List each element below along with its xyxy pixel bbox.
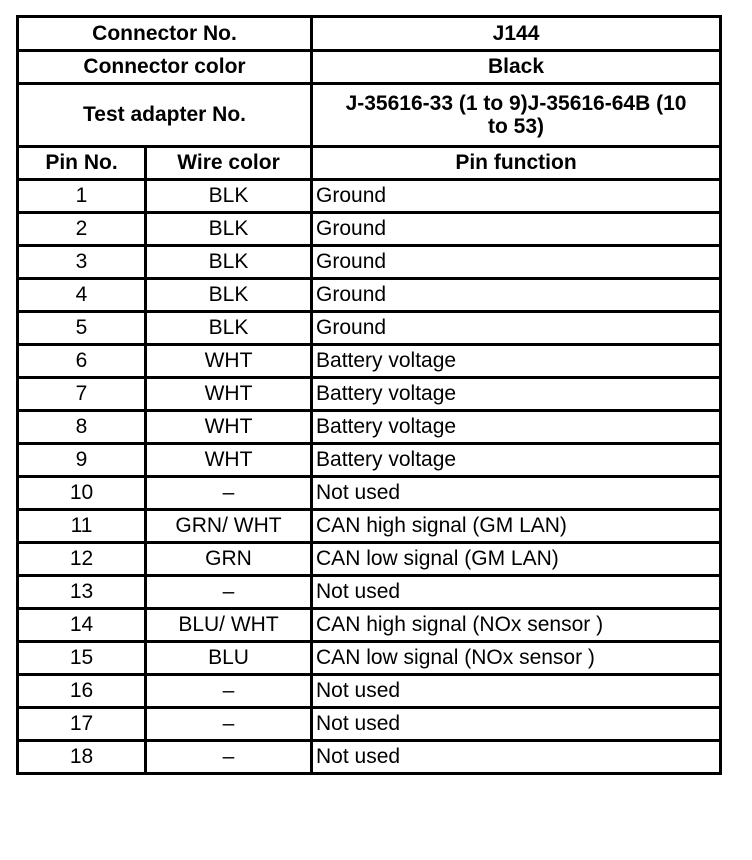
wire-color-cell: BLK xyxy=(146,246,312,279)
pin-function-cell: Not used xyxy=(312,708,721,741)
pin-number-cell: 8 xyxy=(18,411,146,444)
table-row xyxy=(18,708,721,741)
pin-function-cell: Not used xyxy=(312,675,721,708)
wire-color-cell: – xyxy=(146,576,312,609)
pin-number-cell: 15 xyxy=(18,642,146,675)
column-header-row xyxy=(18,147,721,180)
table-row xyxy=(18,411,721,444)
wire-color-cell: BLU/ WHT xyxy=(146,609,312,642)
pin-number-cell: 2 xyxy=(18,213,146,246)
connector-color-label: Connector color xyxy=(18,51,312,84)
pin-function-cell: Ground xyxy=(312,279,721,312)
wire-color-cell: WHT xyxy=(146,345,312,378)
pin-function-cell: CAN low signal (NOx sensor ) xyxy=(312,642,721,675)
table-row xyxy=(18,510,721,543)
column-header-wire-color: Wire color xyxy=(146,147,312,180)
pin-number-cell: 17 xyxy=(18,708,146,741)
table-row xyxy=(18,543,721,576)
table-row xyxy=(18,345,721,378)
connector-color-row xyxy=(18,51,721,84)
table-row xyxy=(18,279,721,312)
pin-number-cell: 9 xyxy=(18,444,146,477)
wire-color-cell: WHT xyxy=(146,411,312,444)
pin-function-cell: Battery voltage xyxy=(312,345,721,378)
pin-number-cell: 4 xyxy=(18,279,146,312)
pin-function-cell: Ground xyxy=(312,312,721,345)
wire-color-cell: BLK xyxy=(146,312,312,345)
test-adapter-label: Test adapter No. xyxy=(18,84,312,147)
connector-no-label: Connector No. xyxy=(18,17,312,51)
wire-color-cell: BLK xyxy=(146,213,312,246)
table-row xyxy=(18,213,721,246)
wire-color-cell: – xyxy=(146,675,312,708)
pin-number-cell: 1 xyxy=(18,180,146,213)
pin-function-cell: CAN high signal (NOx sensor ) xyxy=(312,609,721,642)
pin-number-cell: 14 xyxy=(18,609,146,642)
pin-function-cell: Battery voltage xyxy=(312,378,721,411)
pin-function-cell: Battery voltage xyxy=(312,411,721,444)
table-row xyxy=(18,642,721,675)
column-header-pin-no: Pin No. xyxy=(18,147,146,180)
pin-number-cell: 13 xyxy=(18,576,146,609)
pin-number-cell: 18 xyxy=(18,741,146,774)
column-header-pin-function: Pin function xyxy=(312,147,721,180)
pin-number-cell: 12 xyxy=(18,543,146,576)
table-row xyxy=(18,246,721,279)
pin-function-cell: Ground xyxy=(312,213,721,246)
table-row xyxy=(18,609,721,642)
pin-number-cell: 3 xyxy=(18,246,146,279)
pin-function-cell: Not used xyxy=(312,477,721,510)
connector-no-row xyxy=(18,17,721,51)
pin-function-cell: Not used xyxy=(312,576,721,609)
pin-number-cell: 10 xyxy=(18,477,146,510)
connector-table xyxy=(16,15,722,775)
pin-function-cell: Ground xyxy=(312,180,721,213)
wire-color-cell: – xyxy=(146,741,312,774)
wire-color-cell: BLU xyxy=(146,642,312,675)
wire-color-cell: GRN xyxy=(146,543,312,576)
wire-color-cell: – xyxy=(146,477,312,510)
wire-color-cell: GRN/ WHT xyxy=(146,510,312,543)
table-row xyxy=(18,180,721,213)
pin-number-cell: 6 xyxy=(18,345,146,378)
connector-color-value: Black xyxy=(312,51,721,84)
pin-number-cell: 7 xyxy=(18,378,146,411)
wire-color-cell: WHT xyxy=(146,378,312,411)
wire-color-cell: BLK xyxy=(146,180,312,213)
connector-table-body xyxy=(18,17,721,774)
wire-color-cell: WHT xyxy=(146,444,312,477)
test-adapter-value: J-35616-33 (1 to 9)J-35616-64B (10 to 53) xyxy=(312,84,721,147)
table-row xyxy=(18,444,721,477)
pin-function-cell: Ground xyxy=(312,246,721,279)
table-row xyxy=(18,741,721,774)
pin-function-cell: CAN low signal (GM LAN) xyxy=(312,543,721,576)
wire-color-cell: BLK xyxy=(146,279,312,312)
connector-no-value: J144 xyxy=(312,17,721,51)
pin-function-cell: Battery voltage xyxy=(312,444,721,477)
table-row xyxy=(18,477,721,510)
table-row xyxy=(18,675,721,708)
table-row xyxy=(18,312,721,345)
pin-function-cell: Not used xyxy=(312,741,721,774)
pin-number-cell: 5 xyxy=(18,312,146,345)
wire-color-cell: – xyxy=(146,708,312,741)
pin-number-cell: 16 xyxy=(18,675,146,708)
test-adapter-row xyxy=(18,84,721,147)
table-row xyxy=(18,378,721,411)
pin-number-cell: 11 xyxy=(18,510,146,543)
pin-function-cell: CAN high signal (GM LAN) xyxy=(312,510,721,543)
table-row xyxy=(18,576,721,609)
